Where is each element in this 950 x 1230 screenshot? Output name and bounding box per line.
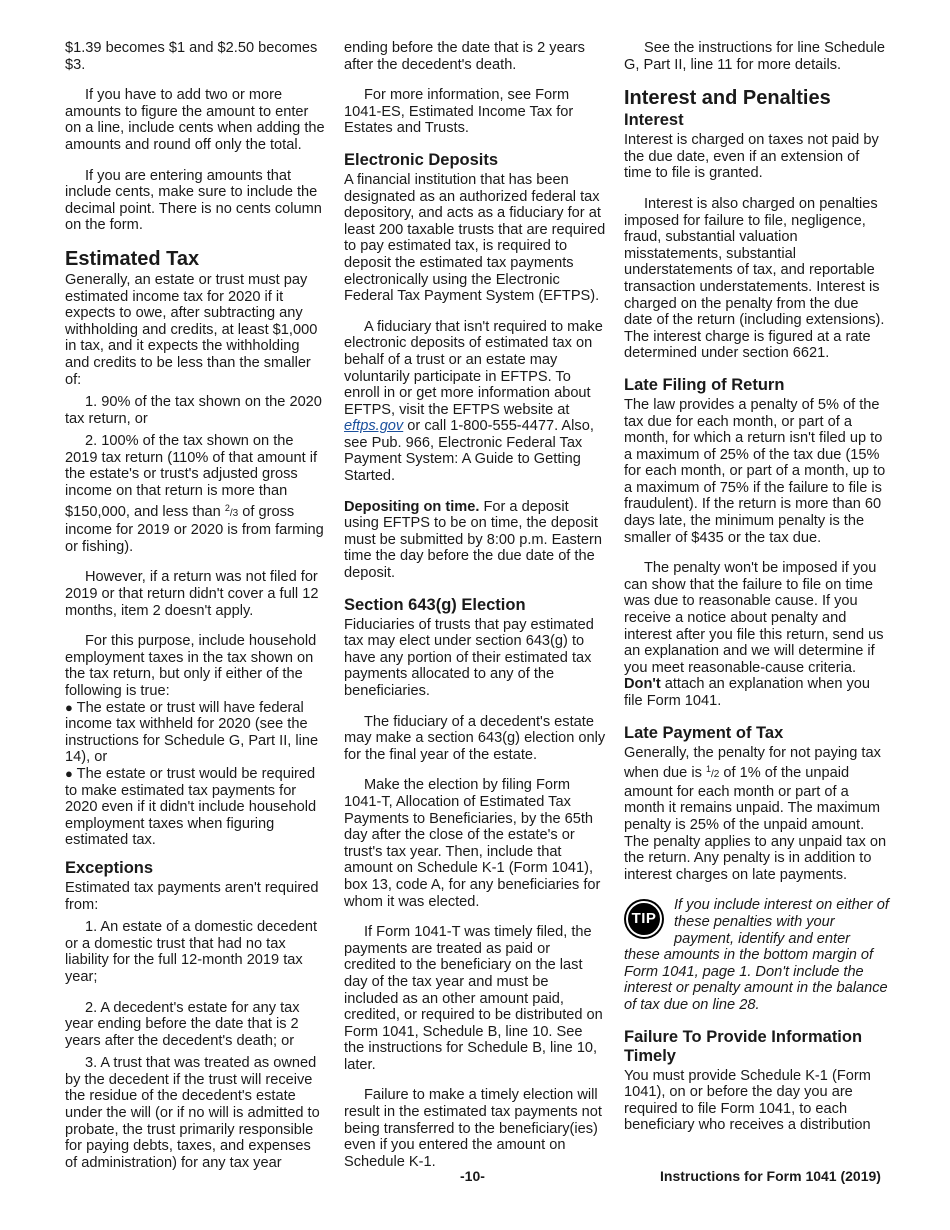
paragraph: Estimated tax payments aren't required from: [65,879,319,913]
paragraph: If you have to add two or more amounts to figure the amount to enter on a line, include cents when adding the amounts and round off only the total. [65,87,325,153]
column-2 [344,40,606,1184]
heading-electronic-deposits: Electronic Deposits [344,150,499,169]
paragraph: You must provide Schedule K-1 (Form 1041), on or before the day you are required to file Form 1041, to each beneficiary who receives a distribution [624,1067,871,1134]
paragraph: For more information, see Form 1041-ES, Estimated Income Tax for Estates and Trusts. [344,87,574,137]
heading-interest: Interest [624,111,684,130]
column-1 [65,40,327,1185]
paragraph: For this purpose, include household employment taxes in the tax shown on the tax return, but only if either of the following is true: [65,633,317,699]
footer-title: Instructions for Form 1041 (2019) [660,1168,881,1184]
paragraph: ending before the date that is 2 years after the decedent's death. [344,40,585,73]
eftps-link[interactable]: eftps.gov [344,418,404,435]
list-item: 1. An estate of a domestic decedent or a domestic trust that had no tax liability for the full 12-month 2019 tax year; [65,919,318,985]
bullet-icon: ● [65,765,73,781]
paragraph: The penalty won't be imposed if you can show that the failure to file on time was due to reasonable cause. If you receive a notice about penalty and interest after you file this return, send us an explanation and we will determine if you meet reasonable-cause criteria. Don't attach an explanation when you file Form 1041. [624,560,884,709]
heading-failure-to-provide: Failure To Provide Information Timely [624,1027,863,1065]
paragraph: If you are entering amounts that include cents, make sure to include the decimal point. There is no cents column on the form. [65,167,322,234]
paragraph: However, if a return was not filed for 2019 or that return didn't cover a full 12 months, item 2 doesn't apply. [65,569,319,619]
heading-estimated-tax: Estimated Tax [65,247,200,270]
paragraph: Failure to make a timely election will result in the estimated tax payments not being transferred to the beneficiary(ies) even if you entered the amount on Schedule K-1. [344,1087,602,1170]
list-item: 1. 90% of the tax shown on the 2020 tax return, or [65,394,322,427]
list-item: 2. A decedent's estate for any tax year ending before the date that is 2 years after the decedent's death; or [65,999,300,1049]
paragraph: Depositing on time. For a deposit using EFTPS to be on time, the deposit must be submitted by 8:00 p.m. Eastern time the day before the due date of the deposit. [344,498,602,582]
heading-exceptions: Exceptions [65,858,154,877]
column-3 [624,40,889,1148]
heading-late-payment: Late Payment of Tax [624,723,784,742]
list-item: 2. 100% of the tax shown on the 2019 tax return (110% of that amount if the estate's or trust's adjusted gross income on that return is more than $150,000, and less than $^2$/3 of gross income for 2019 or 2020 is from farming or fishing). [65,433,324,555]
tip-text: If you include interest on either of these penalties with your payment, identify and enter these amounts in the bottom margin of Form 1041, page 1. Don't include the interest or penalty amount in the balance of tax due on line 28. [624,897,889,1013]
paragraph: If Form 1041-T was timely filed, the payments are treated as paid or credited to the beneficiary on the last day of the tax year and must be included as an other amount paid, credited, or required to be distributed on Form 1041, Schedule B, line 10. See the instructions for Schedule B, line 10, later. [344,924,603,1073]
paragraph: Make the election by filing Form 1041-T, Allocation of Estimated Tax Payments to Beneficiaries, by the 65th day after the close of the estate's or trust's tax year. Then, include that amount on Schedule K-1 (Form 1041), box 13, code A, for any beneficiaries for whom it was elected. [344,777,601,910]
heading-section-643g: Section 643(g) Election [344,595,526,614]
heading-late-filing: Late Filing of Return [624,375,785,394]
paragraph: See the instructions for line Schedule G, Part II, line 11 for more details. [624,40,885,73]
tip-box [624,897,889,1013]
paragraph: Generally, an estate or trust must pay estimated income tax for 2020 if it expects to owe, after subtracting any withholding and credits, at least $1,000 in tax, and it expects the withholding and credits to be less than the smaller of: [65,271,318,388]
paragraph: The law provides a penalty of 5% of the tax due for each month, or part of a month, for which a return isn't filed up to a maximum of 25% of the tax due (15% for each month, or part of a month, up to a maximum of 75% if the failure to file is fraudulent). If the return is more than 60 days late, the minimum penalty is the smaller of $435 or the tax due. [624,396,886,546]
bullet-item: ● The estate or trust would be required to make estimated tax payments for 2020 even if it didn't include household employment taxes when figuring estimated tax. [65,765,317,849]
paragraph: Fiduciaries of trusts that pay estimated tax may elect under section 643(g) to have any portion of their estimated tax payments allocated to any of the beneficiaries. [344,616,594,699]
paragraph: $1.39 becomes $1 and $2.50 becomes $3. [65,40,318,73]
bullet-item: ● The estate or trust will have federal income tax withheld for 2020 (see the instructions for Schedule G, Part II, line 14), or [65,699,319,766]
page-number: -10- [460,1168,485,1184]
bullet-icon: ● [65,699,73,715]
paragraph: The fiduciary of a decedent's estate may make a section 643(g) election only for the final year of the estate. [344,713,606,763]
tip-icon: TIP [624,899,664,939]
paragraph: Interest is also charged on penalties imposed for failure to file, negligence, fraud, substantial valuation misstatements, substantial understatements of tax, and reportable transaction understatements. Interest is charged on the penalty from the due date of the return (including extensions). The interest charge is figured at a rate determined under section 6621. [624,195,885,362]
paragraph: Interest is charged on taxes not paid by the due date, even if an extension of time to file is granted. [624,132,879,182]
paragraph: Generally, the penalty for not paying tax when due is $^1$/2 of 1% of the unpaid amount for each month or part of a month it remains unpaid. The maximum penalty is 25% of the unpaid amount. The penalty applies to any unpaid tax on the return. Any penalty is in addition to interest charges on late payments. [624,744,887,883]
heading-interest-and-penalties: Interest and Penalties [624,87,831,110]
paragraph: A fiduciary that isn't required to make electronic deposits of estimated tax on behalf of a trust or an estate may voluntarily participate in EFTPS. To enroll in or get more information about EFTPS, visit the EFTPS website at eftps.gov or call 1-800-555-4477. Also, see Pub. 966, Electronic Federal Tax Payment System: A Guide to Getting Started. [344,318,603,485]
paragraph: A financial institution that has been designated as an authorized federal tax depository, and acts as a fiduciary for at least 200 taxable trusts that are required to pay estimated tax, is required to deposit the estimated tax payments electronically using the Electronic Federal Tax Payment System (EFTPS). [344,171,606,305]
list-item: 3. A trust that was treated as owned by the decedent if the trust will receive the residue of the decedent's estate under the will (or if no will is admitted to probate, the trust primarily responsible for paying debts, taxes, and expenses of administration) for any tax year [65,1055,320,1171]
